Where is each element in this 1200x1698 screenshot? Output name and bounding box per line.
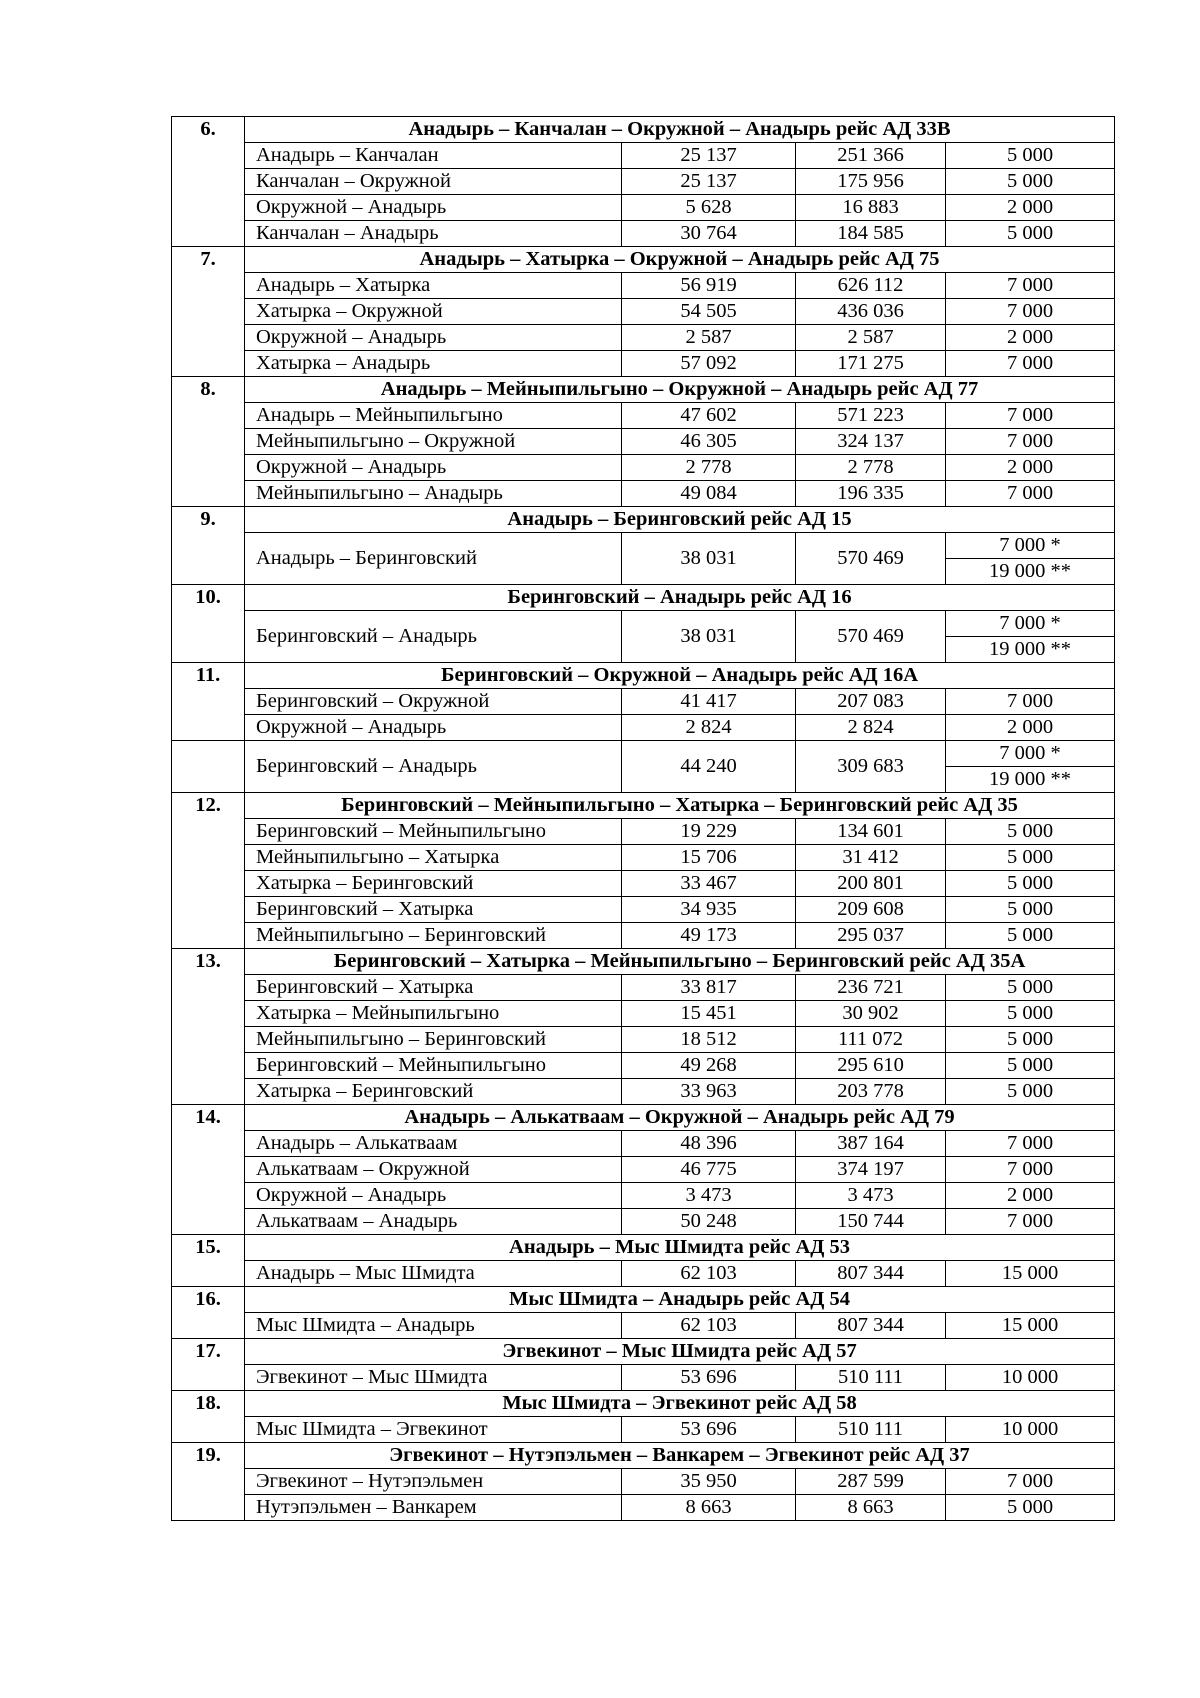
value-a: 5 628 (622, 195, 796, 221)
value-a: 54 505 (622, 299, 796, 325)
route-name: Хатырка – Беринговский (245, 871, 622, 897)
value-a: 50 248 (622, 1209, 796, 1235)
value-c: 2 000 (946, 325, 1115, 351)
value-a: 8 663 (622, 1495, 796, 1521)
value-a: 34 935 (622, 897, 796, 923)
value-c: 7 000 (946, 1131, 1115, 1157)
section-title: Мыс Шмидта – Эгвекинот рейс АД 58 (245, 1391, 1115, 1417)
route-name: Хатырка – Анадырь (245, 351, 622, 377)
section-header-row (172, 1391, 1115, 1417)
section-number: 7. (172, 247, 245, 377)
value-c: 7 000 (946, 481, 1115, 507)
value-a: 3 473 (622, 1183, 796, 1209)
route-name: Алькатваам – Анадырь (245, 1209, 622, 1235)
section-header-row (172, 585, 1115, 611)
section-header-row (172, 507, 1115, 533)
table-row (172, 169, 1115, 195)
value-b: 571 223 (796, 403, 946, 429)
value-c: 5 000 (946, 1001, 1115, 1027)
value-a: 30 764 (622, 221, 796, 247)
fares-table (171, 116, 1115, 1521)
value-b: 203 778 (796, 1079, 946, 1105)
value-c: 7 000 (946, 429, 1115, 455)
value-a: 2 824 (622, 715, 796, 741)
value-a: 49 268 (622, 1053, 796, 1079)
table-row (172, 1053, 1115, 1079)
section-number: 11. (172, 663, 245, 741)
value-b: 251 366 (796, 143, 946, 169)
section-title: Беринговский – Анадырь рейс АД 16 (245, 585, 1115, 611)
table-row (172, 1001, 1115, 1027)
value-b: 3 473 (796, 1183, 946, 1209)
value-c: 19 000 ** (946, 559, 1115, 585)
table-row (172, 455, 1115, 481)
section-header-row (172, 117, 1115, 143)
route-name: Беринговский – Мейныпильгыно (245, 1053, 622, 1079)
value-a: 18 512 (622, 1027, 796, 1053)
table-row (172, 715, 1115, 741)
value-b: 807 344 (796, 1261, 946, 1287)
value-c: 5 000 (946, 975, 1115, 1001)
value-a: 57 092 (622, 351, 796, 377)
route-name: Беринговский – Анадырь (245, 611, 622, 663)
value-b: 209 608 (796, 897, 946, 923)
table-row (172, 195, 1115, 221)
value-c: 15 000 (946, 1261, 1115, 1287)
table-row (172, 845, 1115, 871)
route-name: Окружной – Анадырь (245, 325, 622, 351)
route-name: Окружной – Анадырь (245, 1183, 622, 1209)
route-name: Окружной – Анадырь (245, 455, 622, 481)
route-name: Анадырь – Мыс Шмидта (245, 1261, 622, 1287)
value-a: 15 706 (622, 845, 796, 871)
section-number: 18. (172, 1391, 245, 1443)
value-c: 7 000 * (946, 741, 1115, 767)
route-name: Хатырка – Окружной (245, 299, 622, 325)
table-row (172, 273, 1115, 299)
section-header-row (172, 1339, 1115, 1365)
value-c: 7 000 (946, 1469, 1115, 1495)
value-b: 295 037 (796, 923, 946, 949)
value-c: 5 000 (946, 871, 1115, 897)
section-header-row (172, 663, 1115, 689)
route-name: Анадырь – Алькатваам (245, 1131, 622, 1157)
value-c: 7 000 (946, 689, 1115, 715)
value-a: 53 696 (622, 1417, 796, 1443)
value-b: 200 801 (796, 871, 946, 897)
value-a: 46 305 (622, 429, 796, 455)
value-b: 510 111 (796, 1365, 946, 1391)
route-name: Канчалан – Анадырь (245, 221, 622, 247)
section-title: Анадырь – Алькатваам – Окружной – Анадырь рейс АД 79 (245, 1105, 1115, 1131)
value-c: 19 000 ** (946, 767, 1115, 793)
empty-number-cell (172, 741, 245, 793)
value-a: 46 775 (622, 1157, 796, 1183)
section-title: Анадырь – Беринговский рейс АД 15 (245, 507, 1115, 533)
value-a: 38 031 (622, 611, 796, 663)
section-header-row (172, 1287, 1115, 1313)
table-row (172, 403, 1115, 429)
value-a: 44 240 (622, 741, 796, 793)
value-a: 53 696 (622, 1365, 796, 1391)
section-header-row (172, 1235, 1115, 1261)
value-b: 510 111 (796, 1417, 946, 1443)
section-title: Беринговский – Окружной – Анадырь рейс АД 16А (245, 663, 1115, 689)
route-name: Эгвекинот – Мыс Шмидта (245, 1365, 622, 1391)
value-a: 33 467 (622, 871, 796, 897)
section-number: 15. (172, 1235, 245, 1287)
route-name: Беринговский – Хатырка (245, 975, 622, 1001)
section-header-row (172, 949, 1115, 975)
value-a: 35 950 (622, 1469, 796, 1495)
value-c: 2 000 (946, 1183, 1115, 1209)
route-name: Беринговский – Мейныпильгыно (245, 819, 622, 845)
value-c: 5 000 (946, 819, 1115, 845)
value-b: 111 072 (796, 1027, 946, 1053)
table-row (172, 481, 1115, 507)
route-name: Анадырь – Хатырка (245, 273, 622, 299)
section-title: Анадырь – Мейныпильгыно – Окружной – Анадырь рейс АД 77 (245, 377, 1115, 403)
table-row (172, 1417, 1115, 1443)
route-name: Мейныпильгыно – Анадырь (245, 481, 622, 507)
route-name: Беринговский – Хатырка (245, 897, 622, 923)
value-a: 62 103 (622, 1261, 796, 1287)
table-row (172, 1495, 1115, 1521)
table-row (172, 897, 1115, 923)
route-name: Анадырь – Канчалан (245, 143, 622, 169)
table-row (172, 1313, 1115, 1339)
value-b: 171 275 (796, 351, 946, 377)
route-name: Беринговский – Окружной (245, 689, 622, 715)
section-number: 14. (172, 1105, 245, 1235)
table-row (172, 1131, 1115, 1157)
route-name: Мыс Шмидта – Анадырь (245, 1313, 622, 1339)
section-title: Анадырь – Мыс Шмидта рейс АД 53 (245, 1235, 1115, 1261)
section-number: 6. (172, 117, 245, 247)
section-number: 8. (172, 377, 245, 507)
section-number: 16. (172, 1287, 245, 1339)
value-b: 150 744 (796, 1209, 946, 1235)
section-title: Анадырь – Хатырка – Окружной – Анадырь рейс АД 75 (245, 247, 1115, 273)
value-b: 570 469 (796, 533, 946, 585)
value-c: 7 000 * (946, 533, 1115, 559)
value-b: 175 956 (796, 169, 946, 195)
value-a: 15 451 (622, 1001, 796, 1027)
section-header-row (172, 1443, 1115, 1469)
table-row (172, 325, 1115, 351)
section-header-row (172, 793, 1115, 819)
value-a: 41 417 (622, 689, 796, 715)
route-name: Анадырь – Мейныпильгыно (245, 403, 622, 429)
value-a: 48 396 (622, 1131, 796, 1157)
value-a: 25 137 (622, 169, 796, 195)
value-c: 10 000 (946, 1417, 1115, 1443)
section-title: Беринговский – Хатырка – Мейныпильгыно – Беринговский рейс АД 35А (245, 949, 1115, 975)
table-row (172, 1027, 1115, 1053)
section-number: 10. (172, 585, 245, 663)
value-b: 31 412 (796, 845, 946, 871)
value-a: 47 602 (622, 403, 796, 429)
route-name: Анадырь – Беринговский (245, 533, 622, 585)
table-row (172, 221, 1115, 247)
section-header-row (172, 1105, 1115, 1131)
value-c: 5 000 (946, 1027, 1115, 1053)
section-number: 9. (172, 507, 245, 585)
route-name: Мейныпильгыно – Беринговский (245, 923, 622, 949)
value-c: 2 000 (946, 195, 1115, 221)
table-row (172, 1079, 1115, 1105)
value-b: 295 610 (796, 1053, 946, 1079)
table-row (172, 351, 1115, 377)
value-c: 7 000 (946, 1157, 1115, 1183)
table-row (172, 611, 1115, 637)
value-c: 5 000 (946, 143, 1115, 169)
value-a: 25 137 (622, 143, 796, 169)
table-row (172, 689, 1115, 715)
value-b: 2 824 (796, 715, 946, 741)
value-c: 19 000 ** (946, 637, 1115, 663)
value-a: 49 084 (622, 481, 796, 507)
table-row (172, 1157, 1115, 1183)
fares-table-body (172, 117, 1115, 1521)
route-name: Мейныпильгыно – Беринговский (245, 1027, 622, 1053)
value-c: 7 000 (946, 1209, 1115, 1235)
section-number: 13. (172, 949, 245, 1105)
value-c: 7 000 * (946, 611, 1115, 637)
value-a: 2 778 (622, 455, 796, 481)
route-name: Мейныпильгыно – Окружной (245, 429, 622, 455)
section-header-row (172, 247, 1115, 273)
table-row (172, 1365, 1115, 1391)
table-row (172, 975, 1115, 1001)
value-b: 196 335 (796, 481, 946, 507)
table-row (172, 819, 1115, 845)
table-row (172, 1261, 1115, 1287)
route-name: Мейныпильгыно – Хатырка (245, 845, 622, 871)
table-row (172, 533, 1115, 559)
table-row (172, 1469, 1115, 1495)
section-title: Эгвекинот – Мыс Шмидта рейс АД 57 (245, 1339, 1115, 1365)
table-row (172, 741, 1115, 767)
value-b: 2 778 (796, 455, 946, 481)
value-c: 5 000 (946, 169, 1115, 195)
route-name: Беринговский – Анадырь (245, 741, 622, 793)
value-c: 10 000 (946, 1365, 1115, 1391)
route-name: Мыс Шмидта – Эгвекинот (245, 1417, 622, 1443)
value-c: 5 000 (946, 1079, 1115, 1105)
section-number: 19. (172, 1443, 245, 1521)
value-b: 8 663 (796, 1495, 946, 1521)
value-a: 49 173 (622, 923, 796, 949)
value-a: 33 817 (622, 975, 796, 1001)
value-b: 287 599 (796, 1469, 946, 1495)
value-c: 7 000 (946, 273, 1115, 299)
value-b: 207 083 (796, 689, 946, 715)
value-a: 56 919 (622, 273, 796, 299)
value-a: 38 031 (622, 533, 796, 585)
value-c: 15 000 (946, 1313, 1115, 1339)
value-b: 309 683 (796, 741, 946, 793)
route-name: Канчалан – Окружной (245, 169, 622, 195)
route-name: Эгвекинот – Нутэпэльмен (245, 1469, 622, 1495)
route-name: Хатырка – Беринговский (245, 1079, 622, 1105)
section-title: Мыс Шмидта – Анадырь рейс АД 54 (245, 1287, 1115, 1313)
value-b: 16 883 (796, 195, 946, 221)
value-b: 626 112 (796, 273, 946, 299)
table-row (172, 871, 1115, 897)
section-header-row (172, 377, 1115, 403)
value-c: 7 000 (946, 299, 1115, 325)
value-b: 387 164 (796, 1131, 946, 1157)
value-a: 33 963 (622, 1079, 796, 1105)
section-number: 12. (172, 793, 245, 949)
value-b: 236 721 (796, 975, 946, 1001)
value-b: 374 197 (796, 1157, 946, 1183)
table-row (172, 143, 1115, 169)
value-b: 2 587 (796, 325, 946, 351)
value-c: 7 000 (946, 351, 1115, 377)
value-c: 2 000 (946, 455, 1115, 481)
value-c: 2 000 (946, 715, 1115, 741)
value-c: 5 000 (946, 1053, 1115, 1079)
table-row (172, 923, 1115, 949)
value-b: 184 585 (796, 221, 946, 247)
value-c: 5 000 (946, 1495, 1115, 1521)
value-b: 807 344 (796, 1313, 946, 1339)
value-b: 324 137 (796, 429, 946, 455)
value-b: 570 469 (796, 611, 946, 663)
route-name: Нутэпэльмен – Ванкарем (245, 1495, 622, 1521)
route-name: Алькатваам – Окружной (245, 1157, 622, 1183)
value-c: 5 000 (946, 221, 1115, 247)
value-a: 19 229 (622, 819, 796, 845)
route-name: Окружной – Анадырь (245, 195, 622, 221)
section-number: 17. (172, 1339, 245, 1391)
section-title: Эгвекинот – Нутэпэльмен – Ванкарем – Эгвекинот рейс АД 37 (245, 1443, 1115, 1469)
value-b: 134 601 (796, 819, 946, 845)
value-b: 30 902 (796, 1001, 946, 1027)
section-title: Анадырь – Канчалан – Окружной – Анадырь рейс АД 33В (245, 117, 1115, 143)
value-c: 7 000 (946, 403, 1115, 429)
route-name: Хатырка – Мейныпильгыно (245, 1001, 622, 1027)
value-a: 62 103 (622, 1313, 796, 1339)
section-title: Беринговский – Мейныпильгыно – Хатырка – Беринговский рейс АД 35 (245, 793, 1115, 819)
table-row (172, 429, 1115, 455)
value-c: 5 000 (946, 897, 1115, 923)
route-name: Окружной – Анадырь (245, 715, 622, 741)
value-c: 5 000 (946, 923, 1115, 949)
value-b: 436 036 (796, 299, 946, 325)
table-row (172, 299, 1115, 325)
table-row (172, 1209, 1115, 1235)
table-row (172, 1183, 1115, 1209)
value-c: 5 000 (946, 845, 1115, 871)
value-a: 2 587 (622, 325, 796, 351)
